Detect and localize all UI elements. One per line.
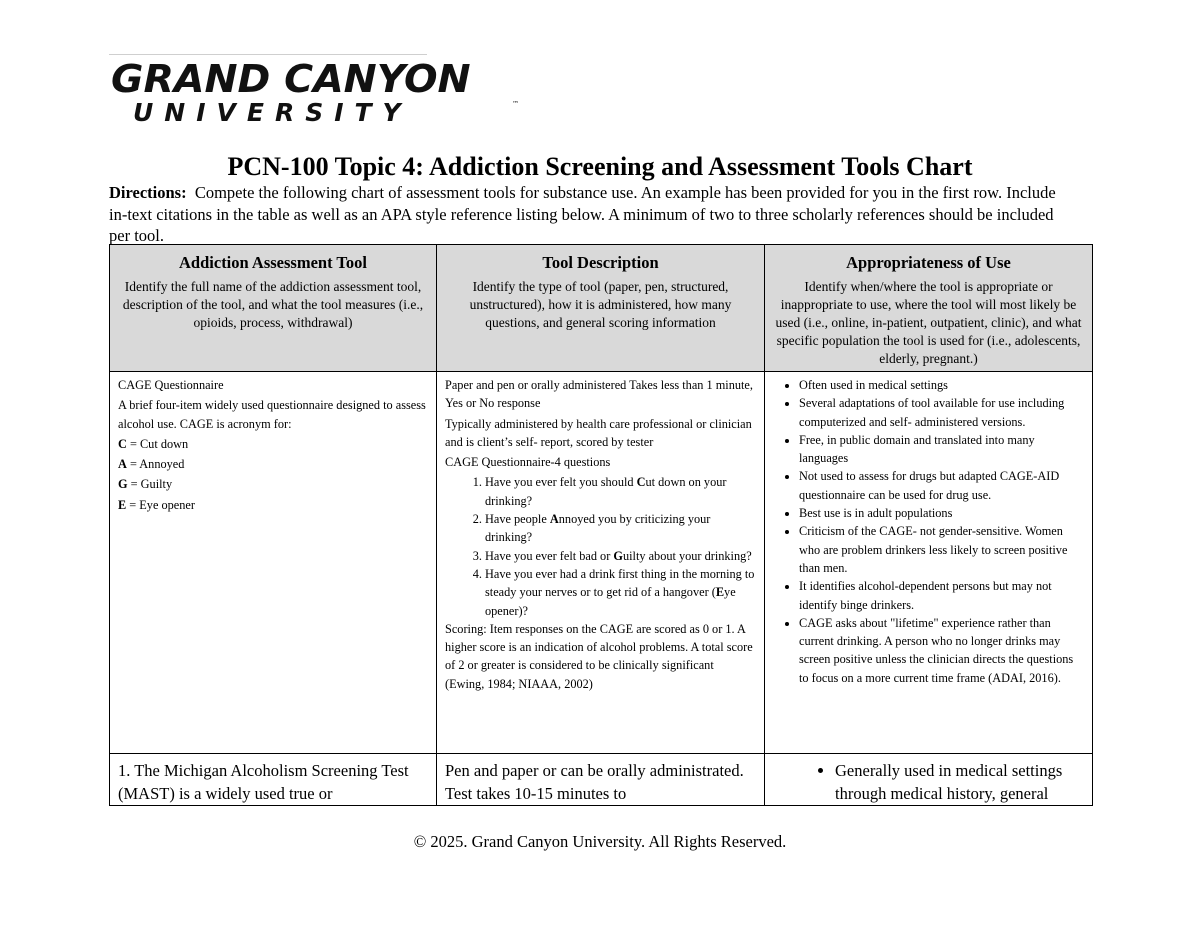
example-description-cell <box>437 372 765 754</box>
header-instructions: Identify the type of tool (paper, pen, structured, unstructured), how it is administered, how many questions, and general scoring information <box>469 279 732 330</box>
list-item: • It identifies alcohol-dependent persons but may not identify binge drinkers. <box>799 577 1084 614</box>
list-item: • Free, in public domain and translated into many languages <box>799 431 1084 468</box>
table-header-row <box>110 245 1093 372</box>
directions-paragraph <box>109 182 1069 247</box>
list-item: 4. Have you ever had a drink first thing in the morning to steady your nerves or to get rid of a hangover (Eye opener)? <box>485 565 756 620</box>
scoring-text: Scoring: Item responses on the CAGE are scored as 0 or 1. A higher score is an indication of alcohol problems. A total score of 2 or greater is considered to be clinically significant (Ewing, 1984; NIAAA, 2002) <box>445 621 753 691</box>
mast-tool-text: 1. The Michigan Alcoholism Screening Test (MAST) is a widely used true or <box>118 761 409 803</box>
example-row <box>110 372 1093 754</box>
acronym-line: E = Eye opener <box>118 497 195 512</box>
example-tool-cell <box>110 372 437 754</box>
list-item: • Several adaptations of tool available for use including computerized and self- administered versions. <box>799 394 1084 431</box>
mast-description-text: Pen and paper or can be orally administrated. Test takes 10-15 minutes to <box>445 761 744 803</box>
mast-appropriateness-list <box>773 759 1084 805</box>
list-item: 1. Have you ever felt you should Cut down on your drinking? <box>485 473 756 510</box>
tool-name: CAGE Questionnaire <box>118 378 224 392</box>
logo-wordmark-line2: UNIVERSITY <box>133 98 412 127</box>
header-cell-tool <box>110 245 437 372</box>
header-title: Tool Description <box>542 253 659 272</box>
header-title: Addiction Assessment Tool <box>179 253 367 272</box>
university-logo <box>109 54 519 127</box>
logo-trademark: ™ <box>512 100 519 108</box>
header-instructions: Identify when/where the tool is appropriate or inappropriate to use, where the tool will most likely be used (i.e., online, in-patient, outpatient, clinic), and what specific population the tool is used for (i.e., adolescents, elderly, pregnant.) <box>775 279 1082 366</box>
logo-rule <box>109 54 427 55</box>
directions-label: Directions: <box>109 183 187 202</box>
tool-summary: A brief four-item widely used questionnaire designed to assess alcohol use. CAGE is acronym for: <box>118 398 426 431</box>
document-title: PCN-100 Topic 4: Addiction Screening and Assessment Tools Chart <box>227 152 973 181</box>
mast-tool-cell[interactable] <box>110 754 437 806</box>
copyright-footer: © 2025. Grand Canyon University. All Rights Reserved. <box>413 832 787 851</box>
acronym-line: C = Cut down <box>118 436 189 451</box>
list-item: • Not used to assess for drugs but adapted CAGE-AID questionnaire can be used for drug use. <box>799 467 1084 504</box>
list-item: • CAGE asks about "lifetime" experience rather than current drinking. A person who no longer drinks may screen positive unless the clinician directs the questions to focus on a more current time frame (ADAI, 2016). <box>799 614 1084 687</box>
directions-text: Compete the following chart of assessment tools for substance use. An example has been provided for you in the first row. Include in-text citations in the table as well as an APA style reference listing below. A minimum of two to three scholarly references should be included per tool. <box>109 183 1056 245</box>
list-item: • Best use is in adult populations <box>799 504 1084 522</box>
list-item: • Criticism of the CAGE- not gender-sensitive. Women who are problem drinkers less likely to screen positive than men. <box>799 522 1084 577</box>
administrator-text: Typically administered by health care professional or clinician and is client’s self- report, scored by tester <box>445 416 752 449</box>
mast-row <box>110 754 1093 806</box>
mast-appropriateness-cell[interactable] <box>765 754 1093 806</box>
administration-text: Paper and pen or orally administered Takes less than 1 minute, Yes or No response <box>445 378 753 411</box>
header-instructions: Identify the full name of the addiction assessment tool, description of the tool, and what the tool measures (i.e., opioids, process, withdrawal) <box>122 279 424 330</box>
assessment-tools-table <box>109 244 1093 806</box>
acronym-line: G = Guilty <box>118 477 173 492</box>
list-item: • Often used in medical settings <box>799 376 1084 394</box>
appropriateness-list <box>773 376 1084 687</box>
question-count-text: CAGE Questionnaire-4 questions <box>445 455 611 470</box>
mast-description-cell[interactable] <box>437 754 765 806</box>
header-cell-description <box>437 245 765 372</box>
acronym-line: A = Annoyed <box>118 457 185 472</box>
header-cell-appropriateness <box>765 245 1093 372</box>
question-list <box>445 473 756 619</box>
list-item: 2. Have people Annoyed you by criticizing your drinking? <box>485 510 756 547</box>
logo-wordmark-line1: GRAND CANYON <box>111 57 471 101</box>
example-appropriateness-cell <box>765 372 1093 754</box>
list-item: 3. Have you ever felt bad or Guilty about your drinking? <box>485 547 756 565</box>
list-item: • Generally used in medical settings through medical history, general <box>835 759 1084 805</box>
header-title: Appropriateness of Use <box>846 253 1011 272</box>
